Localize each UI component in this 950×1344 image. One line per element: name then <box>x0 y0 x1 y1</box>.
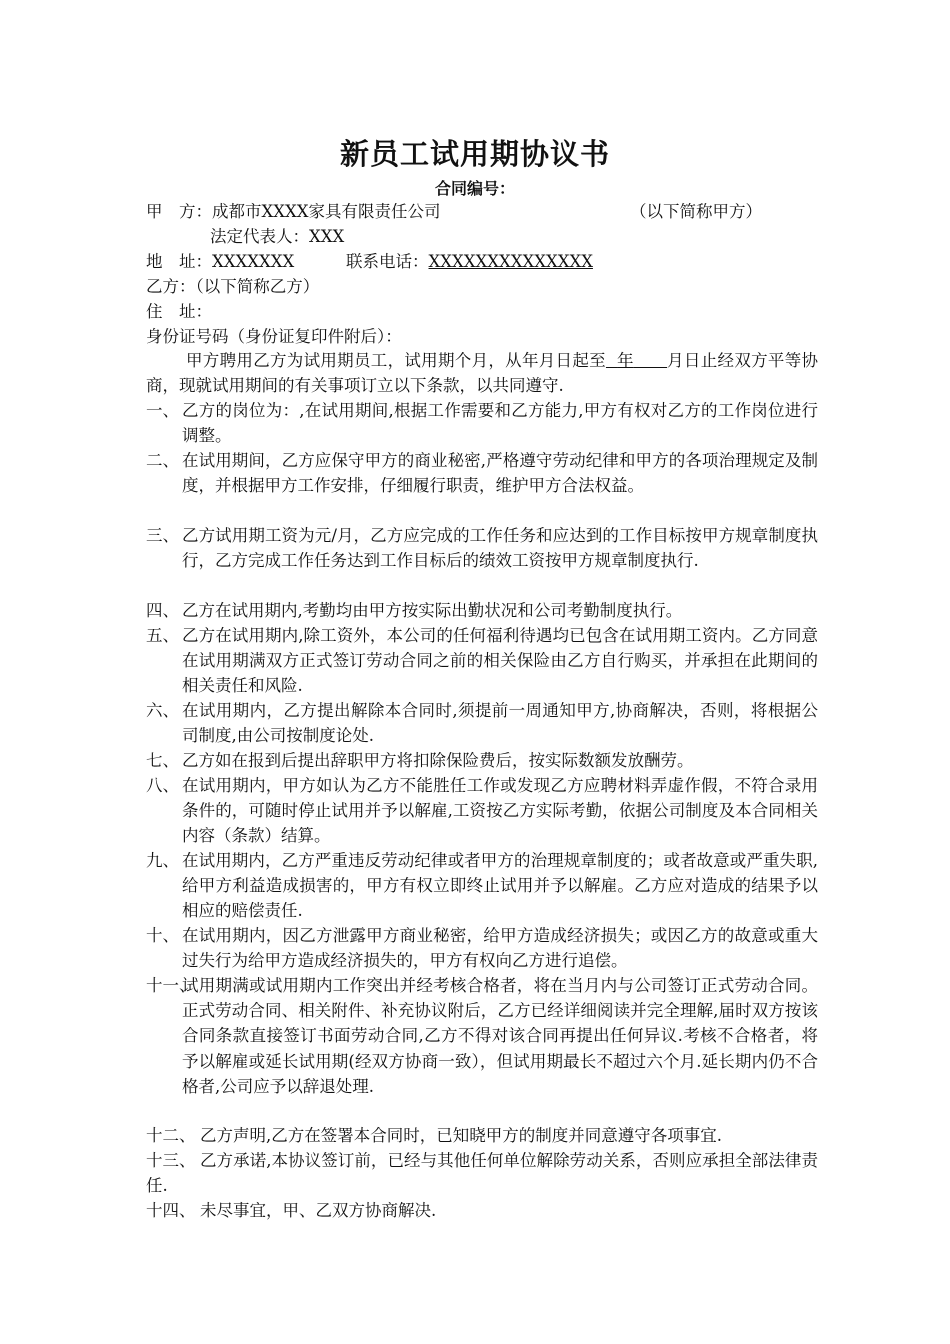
clause-2 <box>146 448 818 498</box>
clause-8 <box>146 773 818 849</box>
party-a-abbr: （以下简称甲方） <box>630 202 762 221</box>
legal-rep-value: XXX <box>309 227 345 246</box>
clause-text: 在试用期内，甲方如认为乙方不能胜任工作或发现乙方应聘材料弄虚作假，不符合录用条件的，可随时停止试用并予以解雇,工资按乙方实际考勤，依据公司制度及本合同相关内容（条款）结算。 <box>182 776 818 846</box>
address-label: 地 址： <box>146 252 212 271</box>
contract-number-label: 合同编号： <box>434 179 515 198</box>
intro-text-start: 甲方聘用乙方为试用期员工，试用期个月，从年月日起至 <box>186 351 606 370</box>
clause-5 <box>146 623 818 699</box>
clause-text: 乙方承诺,本协议签订前，已经与其他任何单位解除劳动关系，否则应承担全部法律责任. <box>146 1151 818 1196</box>
clause-text: 在试用期内，乙方严重违反劳动纪律或者甲方的治理规章制度的；或者故意或严重失职,给甲方利益造成损害的，甲方有权立即终止试用并予以解雇。乙方应对造成的结果予以相应的赔偿责任. <box>182 851 818 921</box>
address-line <box>146 250 294 274</box>
clause-text: 在试用期内，因乙方泄露甲方商业秘密，给甲方造成经济损失；或因乙方的故意或重大过失行为给甲方造成经济损失的，甲方有权向乙方进行追偿。 <box>182 926 818 971</box>
clause-1 <box>146 398 818 448</box>
clause-number: 十四、 <box>146 1201 196 1220</box>
intro-text-end: 月日止经双方平等协商，现就试用期间的有关事项订立以下条款，以共同遵守. <box>146 351 819 396</box>
clause-6 <box>146 698 818 748</box>
clause-text: 在试用期间，乙方应保守甲方的商业秘密,严格遵守劳动纪律和甲方的各项治理规定及制度，并根据甲方工作安排，仔细履行职责，维护甲方合法权益。 <box>182 451 818 496</box>
legal-rep-label: 法定代表人： <box>210 227 309 246</box>
clause-7 <box>146 748 818 773</box>
clause-number: 三、 <box>146 526 179 545</box>
phone-label: 联系电话： <box>346 252 429 271</box>
phone-line <box>346 250 593 274</box>
intro-paragraph <box>146 348 818 398</box>
party-a-label: 甲 方： <box>146 202 212 221</box>
clause-4 <box>146 598 818 623</box>
clause-number: 二、 <box>146 451 179 470</box>
clause-13 <box>146 1148 818 1198</box>
clause-text: 乙方如在报到后提出辞职甲方将扣除保险费后，按实际数额发放酬劳。 <box>182 751 694 770</box>
clause-text: 乙方声明,乙方在签署本合同时，已知晓甲方的制度并同意遵守各项事宜. <box>200 1126 722 1145</box>
clause-9 <box>146 848 818 924</box>
clause-3 <box>146 523 818 573</box>
clause-number: 十一、 <box>146 976 196 995</box>
clause-number: 十、 <box>146 926 179 945</box>
clause-text: 未尽事宜，甲、乙双方协商解决. <box>200 1201 437 1220</box>
document-title: 新员工试用期协议书 <box>339 137 610 171</box>
clause-number: 九、 <box>146 851 179 870</box>
clause-number: 七、 <box>146 751 179 770</box>
clause-number: 五、 <box>146 626 179 645</box>
clause-12 <box>146 1123 818 1148</box>
party-a-name: 成都市XXXX家具有限责任公司 <box>212 202 441 221</box>
clause-text: 试用期满或试用期内工作突出并经考核合格者，将在当月内与公司签订正式劳动合同。正式劳动合同、相关附件、补充协议附后，乙方已经详细阅读并完全理解,届时双方按该合同条款直接签订书面劳动合同,乙方不得对该合同再提出任何异议.考核不合格者，将予以解雇或延长试用期(经双方协商一致），但试用期最长不超过六个月.延长期内仍不合格者,公司应予以辞退处理. <box>182 976 818 1096</box>
address-value: XXXXXXX <box>212 252 295 271</box>
clause-text: 乙方在试用期内,除工资外，本公司的任何福利待遇均已包含在试用期工资内。乙方同意在试用期满双方正式签订劳动合同之前的相关保险由乙方自行购买，并承担在此期间的相关责任和风险. <box>182 626 818 696</box>
clause-text: 在试用期内，乙方提出解除本合同时,须提前一周通知甲方,协商解决，否则，将根据公司制度,由公司按制度论处. <box>182 701 818 746</box>
clause-number: 十二、 <box>146 1126 196 1145</box>
clause-number: 八、 <box>146 776 179 795</box>
clause-10 <box>146 923 818 973</box>
party-a-line <box>146 200 441 224</box>
clause-number: 一、 <box>146 401 179 420</box>
legal-rep-line <box>210 225 344 249</box>
clause-text: 乙方的岗位为：,在试用期间,根据工作需要和乙方能力,甲方有权对乙方的工作岗位进行调整。 <box>182 401 818 446</box>
clause-14 <box>146 1198 818 1223</box>
clause-number: 四、 <box>146 601 179 620</box>
phone-value: XXXXXXXXXXXXXX <box>428 252 593 271</box>
clause-number: 十三、 <box>146 1151 196 1170</box>
intro-year-blank: 年 <box>617 351 634 370</box>
clause-text: 乙方试用期工资为元/月，乙方应完成的工作任务和应达到的工作目标按甲方规章制度执行，乙方完成工作任务达到工作目标后的绩效工资按甲方规章制度执行. <box>182 526 818 571</box>
clause-11 <box>146 973 818 1099</box>
party-b-line: 乙方：（以下简称乙方） <box>146 277 320 296</box>
clause-text: 乙方在试用期内,考勤均由甲方按实际出勤状况和公司考勤制度执行。 <box>182 601 683 620</box>
party-b-address-label: 住 址： <box>146 302 212 321</box>
party-b-id-label: 身份证号码（身份证复印件附后）： <box>146 327 402 346</box>
clause-number: 六、 <box>146 701 179 720</box>
